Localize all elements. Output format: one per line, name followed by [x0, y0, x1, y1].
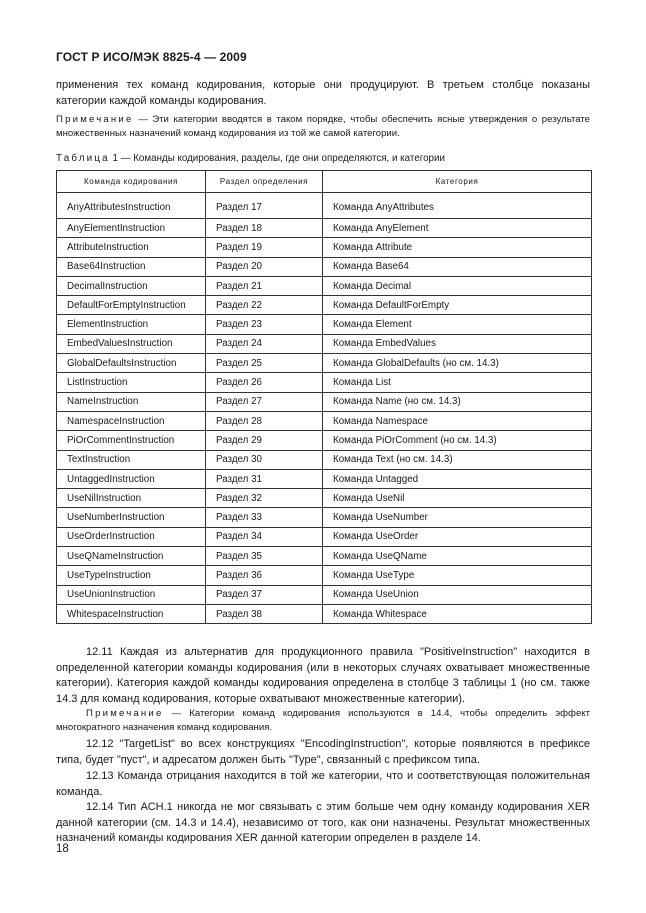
- category-cell: Команда DefaultForEmpty: [323, 296, 592, 315]
- section-cell: Раздел 23: [206, 315, 323, 334]
- category-cell: Команда UseUnion: [323, 585, 592, 604]
- table-row: [57, 469, 592, 488]
- category-cell: Команда GlobalDefaults (но см. 14.3): [323, 354, 592, 373]
- category-cell: Команда UseQName: [323, 547, 592, 566]
- table-row: [57, 315, 592, 334]
- section-cell: Раздел 38: [206, 604, 323, 623]
- category-cell: Команда Attribute: [323, 238, 592, 257]
- category-cell: Команда UseType: [323, 566, 592, 585]
- section-cell: Раздел 31: [206, 469, 323, 488]
- section-cell: Раздел 35: [206, 547, 323, 566]
- paragraph-12-13: 12.13 Команда отрицания находится в той же категории, что и соответствующая положительная команда.: [56, 770, 590, 798]
- column-header: Категория: [323, 171, 592, 193]
- instruction-cell: DecimalInstruction: [57, 276, 206, 295]
- category-cell: Команда Untagged: [323, 469, 592, 488]
- intro-paragraph: применения тех команд кодирования, которые они продуцируют. В третьем столбце показаны категории каждой команды кодирования.: [56, 79, 590, 107]
- instruction-cell: Base64Instruction: [57, 257, 206, 276]
- instruction-cell: UseUnionInstruction: [57, 585, 206, 604]
- section-cell: Раздел 29: [206, 431, 323, 450]
- category-cell: Команда Decimal: [323, 276, 592, 295]
- page-header: ГОСТ Р ИСО/МЭК 8825-4 — 2009: [56, 50, 247, 64]
- instruction-cell: AnyElementInstruction: [57, 219, 206, 238]
- category-cell: Команда Namespace: [323, 411, 592, 430]
- instruction-cell: EmbedValuesInstruction: [57, 334, 206, 353]
- table-row: [57, 585, 592, 604]
- intro-note: [56, 113, 590, 141]
- category-cell: Команда AnyElement: [323, 219, 592, 238]
- instruction-cell: NamespaceInstruction: [57, 411, 206, 430]
- instruction-cell: UseNumberInstruction: [57, 508, 206, 527]
- instruction-cell: NameInstruction: [57, 392, 206, 411]
- instruction-cell: WhitespaceInstruction: [57, 604, 206, 623]
- table-row: [57, 296, 592, 315]
- section-cell: Раздел 24: [206, 334, 323, 353]
- table-header-row: [57, 171, 592, 193]
- table-row: [57, 219, 592, 238]
- section-cell: Раздел 19: [206, 238, 323, 257]
- instruction-cell: PiOrCommentInstruction: [57, 431, 206, 450]
- instruction-cell: ListInstruction: [57, 373, 206, 392]
- column-header: Раздел определения: [206, 171, 323, 193]
- instruction-cell: TextInstruction: [57, 450, 206, 469]
- instruction-cell: UseOrderInstruction: [57, 527, 206, 546]
- category-cell: Команда Whitespace: [323, 604, 592, 623]
- table-row: [57, 527, 592, 546]
- section-cell: Раздел 37: [206, 585, 323, 604]
- table-row: [57, 373, 592, 392]
- instruction-cell: UntaggedInstruction: [57, 469, 206, 488]
- section-cell: Раздел 36: [206, 566, 323, 585]
- category-cell: Команда UseOrder: [323, 527, 592, 546]
- category-cell: Команда Text (но см. 14.3): [323, 450, 592, 469]
- instruction-cell: UseTypeInstruction: [57, 566, 206, 585]
- section-cell: Раздел 18: [206, 219, 323, 238]
- note2-label: Примечание: [86, 708, 164, 719]
- instruction-cell: ElementInstruction: [57, 315, 206, 334]
- instruction-cell: UseNilInstruction: [57, 489, 206, 508]
- category-cell: Команда PiOrComment (но см. 14.3): [323, 431, 592, 450]
- section-cell: Раздел 32: [206, 489, 323, 508]
- section-cell: Раздел 22: [206, 296, 323, 315]
- page-number: 18: [56, 843, 69, 855]
- table-row: [57, 604, 592, 623]
- table-row: [57, 354, 592, 373]
- section-cell: Раздел 26: [206, 373, 323, 392]
- table-row: [57, 257, 592, 276]
- section-cell: Раздел 27: [206, 392, 323, 411]
- section-cell: Раздел 30: [206, 450, 323, 469]
- note2-text: — Категории команд кодирования используются в 14.4, чтобы определить эффект многократного назначения команд кодирования.: [56, 708, 590, 733]
- table-row: [57, 193, 592, 219]
- section-cell: Раздел 17: [206, 193, 323, 219]
- table-row: [57, 566, 592, 585]
- table-row: [57, 334, 592, 353]
- note-text: — Эти категории вводятся в таком порядке, чтобы обеспечить ясные утверждения о результате множественных назначений команд кодирования из той же самой категории.: [56, 114, 590, 139]
- section-cell: Раздел 21: [206, 276, 323, 295]
- section-cell: Раздел 34: [206, 527, 323, 546]
- section-cell: Раздел 33: [206, 508, 323, 527]
- table-caption-text: 1 — Команды кодирования, разделы, где они определяются, и категории: [109, 153, 445, 164]
- section-cell: Раздел 25: [206, 354, 323, 373]
- note-label: Примечание: [56, 114, 134, 125]
- category-cell: Команда EmbedValues: [323, 334, 592, 353]
- paragraph-12-14: 12.14 Тип АСН.1 никогда не мог связывать с этим больше чем одну команду кодирования XER данной категории (см. 14.3 и 14.4), независимо от того, как они назначены. Результат множественных назначений команды кодирования XER данной категории определен в разделе 14.: [56, 801, 590, 844]
- table-row: [57, 450, 592, 469]
- category-cell: Команда AnyAttributes: [323, 193, 592, 219]
- paragraph-12-11: 12.11 Каждая из альтернатив для продукционного правила "PositiveInstruction" находится в определенной категории команды кодирования (или в некоторых случаях охватывает множественные категории). Категория каждой команды кодирования определена в столбце 3 таблицы 1 (но см. также 14.3 для команд кодирования, которые охватывают множественные категории).: [56, 646, 590, 705]
- note-2: [56, 707, 590, 735]
- instruction-cell: DefaultForEmptyInstruction: [57, 296, 206, 315]
- paragraph-12-12: 12.12 "TargetList" во всех конструкциях "EncodingInstruction", которые появляются в префиксе типа, будет "пуст", и адресатом должен быть "Type", связанный с префиксом типа.: [56, 738, 590, 766]
- section-cell: Раздел 20: [206, 257, 323, 276]
- category-cell: Команда UseNumber: [323, 508, 592, 527]
- category-cell: Команда UseNil: [323, 489, 592, 508]
- category-cell: Команда Element: [323, 315, 592, 334]
- table-row: [57, 411, 592, 430]
- category-cell: Команда Base64: [323, 257, 592, 276]
- table-row: [57, 547, 592, 566]
- column-header: Команда кодирования: [57, 171, 206, 193]
- table-row: [57, 238, 592, 257]
- table-row: [57, 489, 592, 508]
- table-row: [57, 431, 592, 450]
- category-cell: Команда Name (но см. 14.3): [323, 392, 592, 411]
- instruction-cell: UseQNameInstruction: [57, 547, 206, 566]
- table-row: [57, 508, 592, 527]
- instruction-cell: GlobalDefaultsInstruction: [57, 354, 206, 373]
- table-row: [57, 392, 592, 411]
- instruction-cell: AnyAttributesInstruction: [57, 193, 206, 219]
- table-caption: [56, 153, 445, 164]
- section-cell: Раздел 28: [206, 411, 323, 430]
- table-body: [57, 193, 592, 624]
- table-row: [57, 276, 592, 295]
- category-cell: Команда List: [323, 373, 592, 392]
- instruction-cell: AttributeInstruction: [57, 238, 206, 257]
- table-caption-label: Таблица: [56, 153, 110, 164]
- instructions-table: [56, 170, 592, 624]
